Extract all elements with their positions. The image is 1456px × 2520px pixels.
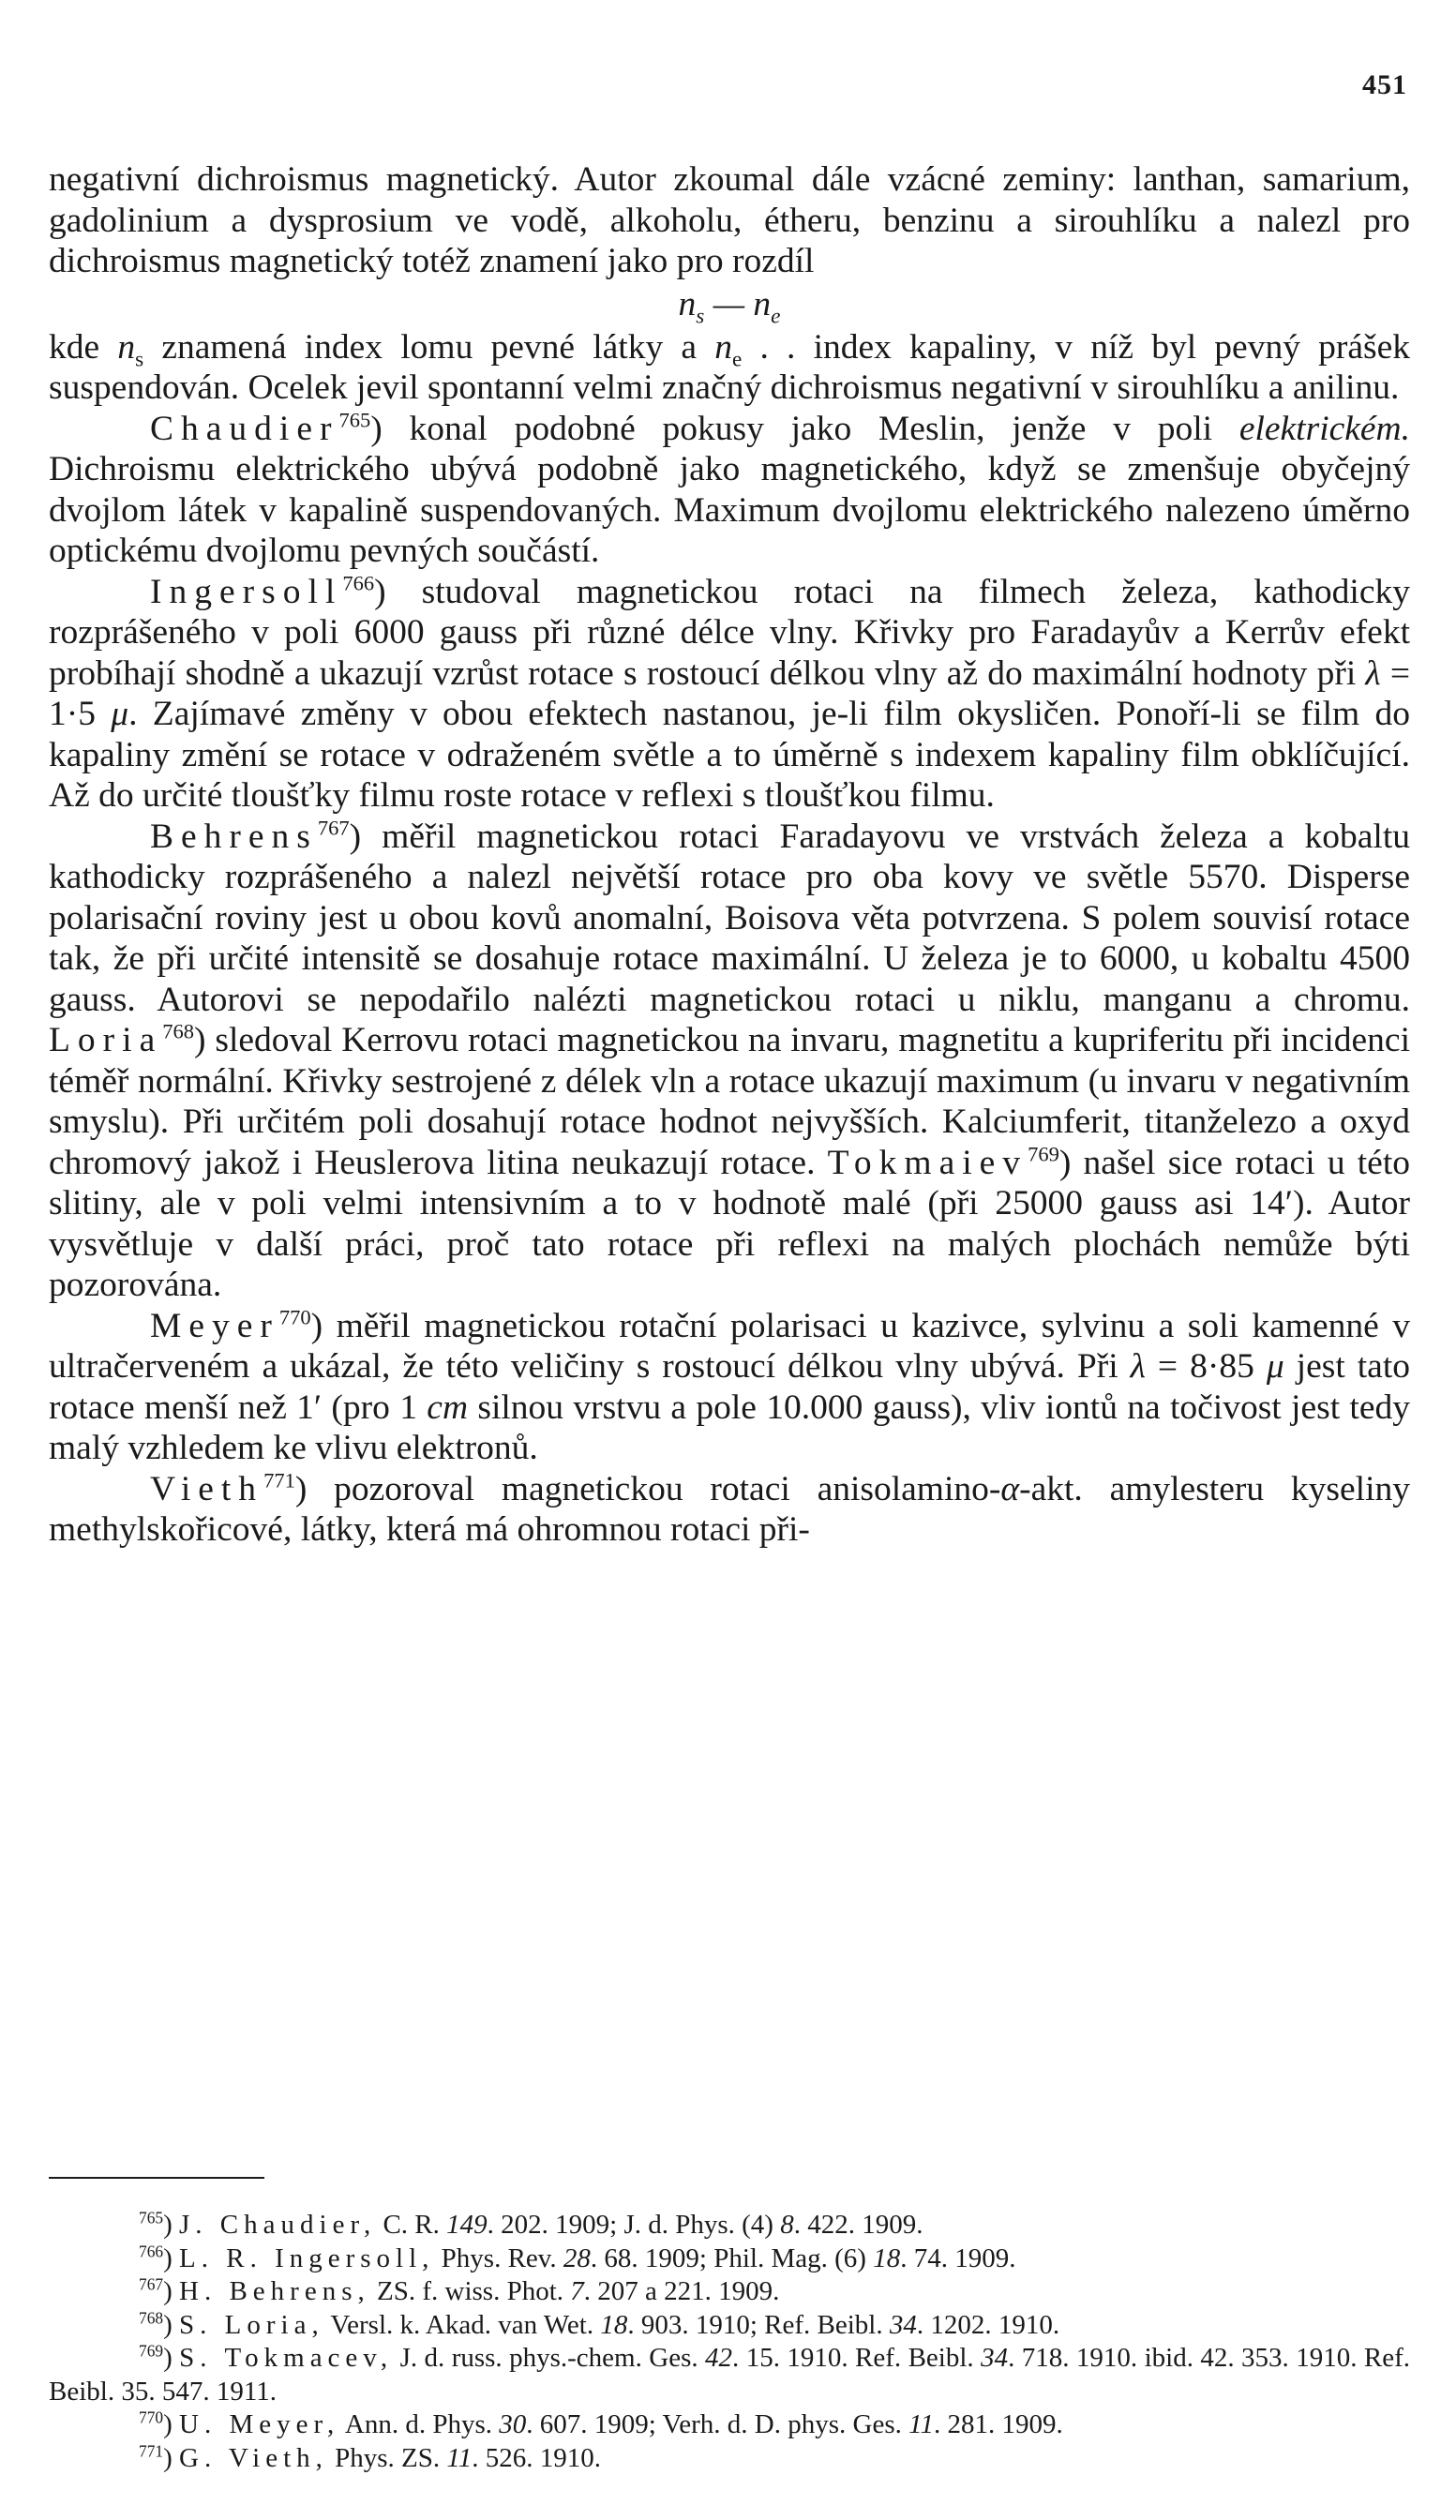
paragraph-chaudier — [49, 409, 1410, 572]
footnote-text: . 68. 1909; Phil. Mag. (6) — [590, 2242, 874, 2273]
footnote-text: C. R. — [376, 2210, 447, 2240]
footnote-volume: 42 — [705, 2343, 733, 2373]
footnote-ref: 766 — [342, 571, 375, 594]
paragraph-vieth — [49, 1469, 1410, 1551]
text: ) měřil magnetickou rotaci Faradayovu ve vrstvách železa a kobaltu kathodicky rozprášeného a nalezl největší rotace pro oba kovy ve světle 5570. Disperse polarisační roviny jest u obou kovů anomalní, Boisova věta potvrzena. S polem souvisí rotace tak, že při určité intensitě se dosahuje rotace maximální. U železa je to 6000, u kobaltu 4500 gauss. Autorovi se nepodařilo nalézti magnetickou rotaci u niklu, manganu a chromu. — [49, 817, 1410, 1019]
author-name: Chaudier — [150, 409, 339, 448]
footnote-text: Phys. Rev. — [434, 2242, 563, 2273]
footnote-number: 765 — [139, 2208, 164, 2228]
footnote-text: Ann. d. Phys. — [339, 2409, 500, 2439]
footnote-768: $^{768}$) S. Loria, Versl. k. Akad. van Wet. 18. 903. 1910; Ref. Beibl. 34. 1202. 1910. — [139, 2307, 1060, 2340]
formula-symbol: n — [678, 284, 697, 323]
footnote-text: . 1202. 1910. — [916, 2309, 1060, 2340]
footnotes — [49, 2209, 1410, 2475]
page-number: 451 — [1362, 69, 1407, 100]
footnote-volume: 34 — [981, 2343, 1009, 2373]
paragraph-behrens — [49, 817, 1410, 1306]
text: ) pozoroval magnetickou rotaci anisolamino- — [294, 1469, 1001, 1508]
symbol: n — [714, 327, 732, 367]
footnote-author: G. Vieth, — [179, 2442, 328, 2473]
footnote-text: . 15. 1910. Ref. Beibl. — [732, 2343, 982, 2373]
footnote-769: $^{769}$) S. Tokmacev, J. d. russ. phys.-chem. Ges. 42. 15. 1910. Ref. Beibl. 34. 718. 1910. ibid. 42. 353. 1910. Ref. Beibl. 35. 547. 1911. — [49, 2341, 1410, 2407]
footnote-ref: 768 — [162, 1019, 194, 1043]
footnote-ref: 765 — [338, 408, 371, 431]
subscript: s — [135, 347, 144, 371]
footnote-ref: 769 — [1028, 1142, 1059, 1165]
footnote-text: . 202. 1909; J. d. Phys. (4) — [487, 2210, 781, 2240]
symbol: λ — [1130, 1347, 1146, 1386]
footnote-text: ZS. f. wiss. Phot. — [369, 2276, 571, 2306]
text: . Zajímavé změny v obou efektech nastanou, je-li film okysličen. Ponoří-li se film do kapaliny změní se rotace v odraženém světle a to úměrně s indexem kapaliny film obklíčující. Až do určité tloušťky filmu roste rotace v reflexi s tloušťkou filmu. — [49, 695, 1410, 815]
text: kde — [49, 327, 118, 367]
footnote-ref: 770 — [278, 1305, 311, 1328]
text: silnou vrstvu a pole 10.000 gauss), vliv iontů na točivost jest tedy malý vzhledem ke vlivu elektronů. — [49, 1388, 1410, 1467]
footnote-number: 770 — [139, 2408, 164, 2427]
footnote-number: 768 — [139, 2307, 164, 2327]
footnote-volume: 7 — [570, 2276, 584, 2306]
footnote-volume: 18 — [873, 2242, 901, 2273]
footnote-number: 769 — [139, 2341, 164, 2361]
text: ) našel sice rotaci u této slitiny, ale v poli velmi intensivním a to v hodnotě malé (při 25000 gauss asi 14′). Autor vysvětluje v další práci, proč tato rotace při reflexi na malých plochách nemůže býti pozorována. — [49, 1143, 1410, 1304]
paragraph-ingersoll — [49, 572, 1410, 817]
author-name: Behrens — [150, 817, 318, 856]
footnote-volume: 8 — [780, 2210, 794, 2240]
footnote-divider — [49, 2177, 264, 2179]
footnote-volume: 34 — [889, 2309, 917, 2340]
text: . . index kapaliny, v níž byl pevný prášek suspendován. Ocelek jevil spontanní velmi značný dichroismus negativní v sirouhlíku a anilinu. — [49, 327, 1411, 407]
author-name: Vieth — [150, 1469, 264, 1508]
footnote-number: 767 — [139, 2274, 164, 2294]
footnote-volume: 28 — [563, 2242, 591, 2273]
footnote-author: L. R. Ingersoll, — [179, 2242, 435, 2273]
footnote-author: S. Tokmacev, — [179, 2343, 394, 2373]
footnote-text: . 74. 1909. — [900, 2242, 1016, 2273]
author-name: Ingersoll — [150, 572, 343, 611]
footnote-765: $^{765}$) J. Chaudier, C. R. 149. 202. 1909; J. d. Phys. (4) 8. 422. 1909. — [139, 2208, 923, 2240]
symbol: α — [1000, 1469, 1020, 1508]
footnote-text: . 526. 1910. — [472, 2442, 601, 2473]
text: Dichroismu elektrického ubývá podobně jako magnetického, když se zmenšuje obyčejný dvojlom látek v kapalině suspendovaných. Maximum dvojlomu elektrického nalezeno úměrno optickému dvojlomu pevných součástí. — [49, 450, 1410, 570]
formula-symbol: n — [753, 284, 772, 323]
paragraph-1 — [49, 159, 1410, 282]
footnote-volume: 18 — [600, 2309, 628, 2340]
text: jest tato rotace menší než 1′ (pro 1 — [49, 1347, 1410, 1427]
body-text — [49, 159, 1410, 1551]
paragraph-meyer — [49, 1306, 1410, 1469]
footnote-text: . 718. 1910. ibid. 42. 353. 1910. Ref. Beibl. 35. 547. 1911. — [49, 2343, 1410, 2407]
footnote-ref: 771 — [263, 1468, 295, 1492]
text: ) měřil magnetickou rotační polarisaci u kazivce, sylvinu a soli kamenné v ultračerveném a ukázal, že této veličiny s rostoucí délkou vlny ubývá. Při — [49, 1306, 1410, 1386]
text: ) studoval magnetickou rotaci na filmech železa, kathodicky rozprášeného v poli 6000 gauss při různé délce vlny. Křivky pro Faradayův a Kerrův efekt probíhají shodně a ukazují vzrůst rotace s rostoucí délkou vlny až do maximální hodnoty při — [49, 572, 1410, 693]
footnote-volume: 11 — [908, 2409, 934, 2439]
unit: cm — [427, 1388, 469, 1427]
footnote-volume: 30 — [499, 2409, 527, 2439]
footnote-author: U. Meyer, — [179, 2409, 340, 2439]
symbol: λ — [1365, 653, 1381, 693]
symbol: μ — [111, 695, 129, 733]
paragraph-2 — [49, 327, 1410, 409]
formula-operator: — — [704, 284, 754, 323]
footnote-volume: 11 — [446, 2442, 473, 2473]
formula-ns-ne — [49, 282, 1410, 327]
emphasis: elektrickém. — [1238, 409, 1410, 448]
text: = 1·5 — [49, 653, 1410, 733]
footnote-ref: 767 — [317, 816, 350, 839]
footnote-author: J. Chaudier, — [179, 2210, 377, 2240]
footnote-text: . 422. 1909. — [793, 2210, 923, 2240]
footnote-text: . 281. 1909. — [933, 2409, 1063, 2439]
footnote-number: 771 — [139, 2440, 164, 2460]
formula-subscript: e — [771, 304, 781, 328]
footnote-text: . 607. 1909; Verh. d. D. phys. Ges. — [526, 2409, 909, 2439]
footnote-770: $^{770}$) U. Meyer, Ann. d. Phys. 30. 607. 1909; Verh. d. D. phys. Ges. 11. 281. 1909. — [139, 2408, 1063, 2439]
footnote-text: . 903. 1910; Ref. Beibl. — [627, 2309, 890, 2340]
symbol: μ — [1266, 1347, 1284, 1386]
text: ) konal podobné pokusy jako Meslin, jenže v poli — [370, 409, 1239, 448]
footnote-author: H. Behrens, — [179, 2276, 370, 2306]
text: = 8·85 — [1145, 1347, 1267, 1386]
footnote-text: Phys. ZS. — [327, 2442, 447, 2473]
author-name: Tokmaiev — [827, 1143, 1028, 1182]
footnote-766: $^{766}$) L. R. Ingersoll, Phys. Rev. 28. 68. 1909; Phil. Mag. (6) 18. 74. 1909. — [139, 2241, 1016, 2273]
footnote-771: $^{771}$) G. Vieth, Phys. ZS. 11. 526. 1910. — [139, 2440, 601, 2473]
footnote-text: J. d. russ. phys.-chem. Ges. — [393, 2343, 706, 2373]
footnote-author: S. Loria, — [179, 2309, 324, 2340]
paragraph-text: negativní dichroismus magnetický. Autor zkoumal dále vzácné zeminy: lanthan, samarium, gadolinium a dysprosium ve vodě, alkoholu, étheru, benzinu a sirouhlíku a nalezl pro dichroismus magnetický totéž znamení jako pro rozdíl — [49, 160, 1410, 280]
symbol: n — [117, 327, 136, 367]
text: -akt. amylesteru kyseliny methylskořicové, látky, která má ohromnou rotaci při- — [49, 1469, 1410, 1549]
formula-subscript: s — [696, 304, 705, 328]
text: znamená index lomu pevné látky a — [143, 327, 715, 367]
footnote-text: . 207 a 221. 1909. — [583, 2276, 780, 2306]
footnote-text: Versl. k. Akad. van Wet. — [323, 2309, 601, 2340]
footnote-volume: 149 — [446, 2210, 488, 2240]
footnote-number: 766 — [139, 2241, 164, 2260]
text: ) sledoval Kerrovu rotaci magnetickou na invaru, magnetitu a kupriferitu při incidenci téměř normální. Křivky sestrojené z délek vln a rotace ukazují maximum (u invaru v negativním smyslu). Při určitém poli dosahují rotace hodnot nejvyšších. Kalciumferit, titanželezo a oxyd chromový jakož i Heuslerova litina neukazují rotace. — [49, 1021, 1410, 1182]
author-name: Meyer — [150, 1306, 279, 1345]
footnote-767: $^{767}$) H. Behrens, ZS. f. wiss. Phot. 7. 207 a 221. 1909. — [139, 2274, 780, 2306]
author-name: Loria — [49, 1021, 163, 1059]
subscript: e — [731, 347, 743, 371]
